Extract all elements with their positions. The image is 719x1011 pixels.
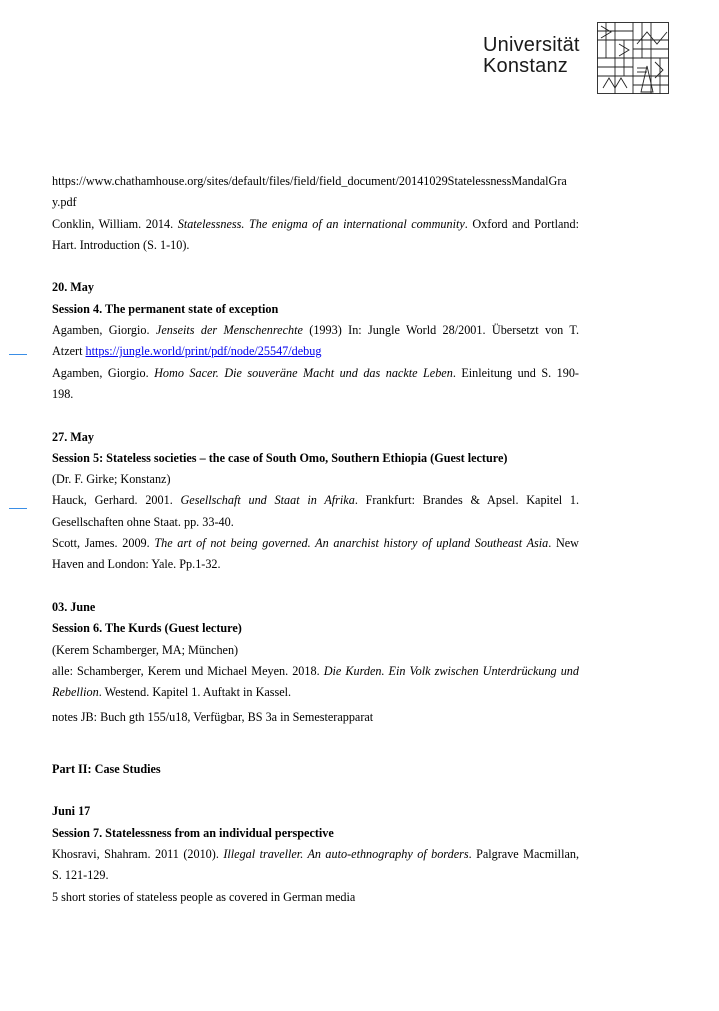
reference-scott-continued: Haven and London: Yale. Pp.1-32. [52,557,221,572]
reference-url: https://www.chathamhouse.org/sites/default/files/field/field_document/20141029StatelessnessMandalGra [52,174,567,188]
session7-date: Juni 17 [52,804,91,819]
reference-hauck: Hauck, Gerhard. 2001. Gesellschaft und Staat in Afrika. Frankfurt: Brandes & Apsel. Kapitel 1. [52,493,580,508]
session4-date: 20. May [52,280,94,295]
reference-khosravi-continued: S. 121-129. [52,868,109,883]
session5-title: Session 5: Stateless societies – the case of South Omo, Southern Ethiopia (Guest lecture) [52,450,508,465]
reference-schamberger-continued: Rebellion. Westend. Kapitel 1. Auftakt in Kassel. [52,685,292,700]
jungle-world-link[interactable]: https://jungle.world/print/pdf/node/25547/debug [85,344,322,359]
session6-title: Session 6. The Kurds (Guest lecture) [52,621,242,636]
document-body [52,171,579,908]
university-logo-text [483,35,580,77]
university-name-line1: Universität [483,34,580,56]
reference-hauck-continued: Gesellschaften ohne Staat. pp. 33-40. [52,514,234,529]
reference-agamben-1-continued: Atzert https://jungle.world/print/pdf/node/25547/debug [52,344,322,359]
session6-date: 03. June [52,599,96,614]
reference-scott: Scott, James. 2009. The art of not being governed. An anarchist history of upland Southeast Asia. New [52,536,579,551]
reference-url-continued: y.pdf [52,195,77,210]
reference-agamben-2: Agamben, Giorgio. Homo Sacer. Die souveräne Macht und das nackte Leben. Einleitung und S. 190- [52,365,579,380]
part2-heading: Part II: Case Studies [52,761,161,776]
reference-khosravi: Khosravi, Shahram. 2011 (2010). Illegal traveller. An auto-ethnography of borders. Palgrave Macmillan, [52,846,580,861]
margin-change-marker [9,508,27,509]
margin-change-marker [9,354,27,355]
reference-conklin: Conklin, William. 2014. Statelessness. The enigma of an international community. Oxford and Portland: [52,216,579,231]
university-name-line2: Konstanz [483,55,568,77]
session6-lecturer: (Kerem Schamberger, MA; München) [52,642,239,657]
session5-lecturer: (Dr. F. Girke; Konstanz) [52,472,171,487]
reference-schamberger: alle: Schamberger, Kerem und Michael Meyen. 2018. Die Kurden. Ein Volk zwischen Unterdrückung und [52,663,579,678]
reference-agamben-2-continued: 198. [52,386,74,401]
session7-title: Session 7. Statelessness from an individual perspective [52,825,334,840]
library-notes: notes JB: Buch gth 155/u18, Verfügbar, BS 3a in Semesterapparat [52,710,374,725]
reference-short-stories: 5 short stories of stateless people as covered in German media [52,889,356,904]
session5-date: 27. May [52,429,94,444]
session4-title: Session 4. The permanent state of exception [52,301,279,316]
university-logo-icon [597,22,669,94]
reference-conklin-continued: Hart. Introduction (S. 1-10). [52,237,190,252]
reference-agamben-1: Agamben, Giorgio. Jenseits der Menschenrechte (1993) In: Jungle World 28/2001. Übersetzt von T. [52,323,580,338]
